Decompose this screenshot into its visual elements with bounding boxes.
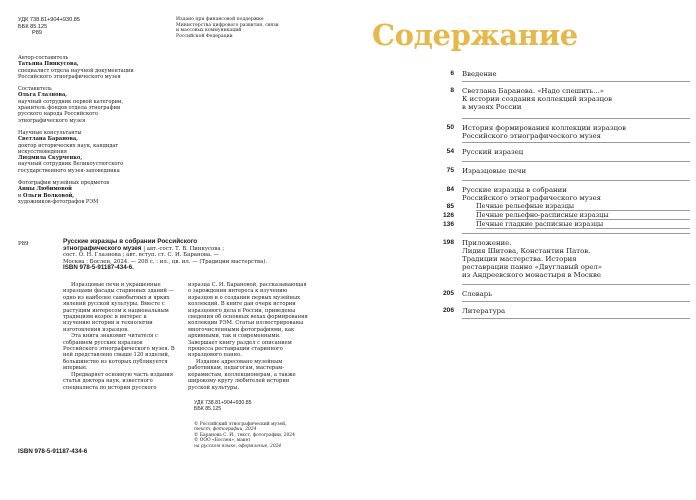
toc-entry-line: Русские изразцы в собрании xyxy=(462,185,567,194)
toc-entry-line: из Андреевского монастыря в Москве xyxy=(462,271,602,280)
credit-role: Научные консультанты xyxy=(18,129,82,136)
toc-entry-line: Словарь xyxy=(462,289,492,298)
card-code: Р89 xyxy=(18,241,29,247)
credit-name: Ольги Волковой, xyxy=(23,192,75,199)
udk-bottom: УДК 738.81+904+930.85 xyxy=(194,400,252,406)
copyright-block xyxy=(194,422,295,449)
publisher-note xyxy=(176,17,279,39)
credit-name: Ольга Глазнова, xyxy=(18,92,68,99)
toc-page-number[interactable]: 8 xyxy=(450,87,454,94)
toc-page-number[interactable]: 75 xyxy=(446,167,454,174)
toc-divider xyxy=(462,233,690,234)
bbk-top: ББК 85.125 xyxy=(18,23,48,30)
publisher-line: Российской Федерации xyxy=(176,33,233,39)
toc-page-number[interactable]: 50 xyxy=(446,124,454,131)
copyright-line: © ООО «Бослен», макет xyxy=(194,438,251,444)
toc-divider xyxy=(476,219,690,220)
toc-divider xyxy=(462,180,690,181)
toc-entry[interactable] xyxy=(462,307,690,315)
toc-entry-line: Лидия Шитова, Константин Патов. xyxy=(462,246,591,255)
card-line: сост. О. Н. Глазнова ; авт. вступ. ст. С. И. Баранова. — xyxy=(63,252,219,259)
credit-author xyxy=(18,55,178,80)
toc-entry-line: Литература xyxy=(462,306,506,315)
toc-entry-line: Введение xyxy=(462,69,497,78)
annotation-column-2 xyxy=(188,282,308,391)
toc-title: Содержание xyxy=(372,18,578,52)
credit-desc: искусствоведения xyxy=(18,148,67,155)
toc-entry[interactable] xyxy=(462,290,690,298)
toc-page-number[interactable]: 205 xyxy=(442,290,454,297)
isbn-bottom: ISBN 978-5-91187-434-6 xyxy=(18,448,88,455)
credit-desc: хранитель фондов отдела этнографии xyxy=(18,105,121,112)
toc-entry-line: Печные гладкие расписные изразцы xyxy=(476,219,604,228)
toc-page-number[interactable]: 84 xyxy=(446,186,454,193)
annotation-paragraph: Издание адресовано музейным работникам, педагогам, мастерам-керамистам, коллекционерам, а также широкому кругу любителей истории русской культуры. xyxy=(188,358,296,391)
toc-divider xyxy=(462,81,690,82)
publisher-line: и массовых коммуникаций xyxy=(176,28,242,34)
toc-divider xyxy=(476,228,690,229)
credit-name: Татьяна Пинкусова, xyxy=(18,61,79,68)
credit-name: Анны Любимовой xyxy=(18,186,72,193)
annotation-paragraph: Предваряет основную часть издания статья доктора наук, известного специалиста по истории русского xyxy=(63,371,174,391)
credit-role: Фотографии музейных предметов xyxy=(18,180,110,187)
toc-entry-line: реставрации панно «Двуглавый орел» xyxy=(462,263,602,272)
copyright-line: на русском языке, оформление, 2024 xyxy=(194,443,282,449)
toc-divider xyxy=(462,118,690,119)
toc-entry-line: Российского этнографического музея xyxy=(462,131,601,140)
toc-divider xyxy=(462,142,690,143)
toc-divider xyxy=(462,318,690,319)
toc-page-number[interactable]: 206 xyxy=(442,307,454,314)
toc-entry[interactable] xyxy=(462,148,690,156)
toc-entry-line: Российского этнографического музея xyxy=(462,193,601,202)
credit-desc: Российского этнографического музея xyxy=(18,73,121,80)
annotation-paragraph: Изразцовые печи и украшенные изразцами фасады старинных зданий — одно из наиболее самобытных и ярких явлений русской культуры. Вместе с растущим интересом к национальным традициям возрос и интерес к изучению истории и технологии изготовления изразцов. xyxy=(63,282,174,333)
toc-entry[interactable] xyxy=(462,167,690,175)
toc-divider xyxy=(462,301,690,302)
credit-conj: и xyxy=(18,192,22,199)
toc-entry-line: Изразцовые печи xyxy=(462,166,527,175)
toc-entry-line: Светлана Баранова. «Надо спешить...» xyxy=(462,86,605,95)
credit-desc: этнографического музея xyxy=(18,117,86,124)
toc-entry-line: История формирования коллекции изразцов xyxy=(462,123,627,132)
library-card xyxy=(63,239,303,272)
toc-divider xyxy=(476,210,690,211)
toc-page-number[interactable]: 54 xyxy=(446,148,454,155)
copyright-line: © Баранова С. И., текст, фотографии, 2024 xyxy=(194,432,295,438)
toc-entry[interactable] xyxy=(462,87,690,112)
bbk-bottom: ББК 85.125 xyxy=(194,406,222,413)
toc-page-number[interactable]: 136 xyxy=(442,221,454,228)
code-top: Р89 xyxy=(32,30,42,37)
credit-desc: художников-фотографов РЭМ xyxy=(18,198,99,205)
credit-desc: государственного музея-заповедника xyxy=(18,167,120,174)
copyright-line: © Российский этнографический музей, xyxy=(194,422,287,427)
card-isbn: ISBN 978-5-91187-434-6. xyxy=(63,264,134,272)
bottom-classification xyxy=(194,400,252,413)
credit-desc: специалист отдела научной документации xyxy=(18,67,134,74)
toc-divider xyxy=(462,284,690,285)
credit-name: Людмила Скурченко, xyxy=(18,155,83,162)
toc-entry-line: Печные рельефно-расписные изразцы xyxy=(476,210,609,219)
udk-top: УДК 738.81+904+930.85 xyxy=(18,17,80,23)
toc-page-number[interactable]: 126 xyxy=(442,212,454,219)
credit-desc: научный сотрудник первой категории, xyxy=(18,98,124,105)
copyright-line: текст, фотографии, 2024 xyxy=(194,427,257,433)
toc-divider xyxy=(462,161,690,162)
toc-entry-line: К истории создания коллекций изразцов xyxy=(462,94,613,103)
toc-entry[interactable] xyxy=(462,70,690,78)
credit-desc: русского народа Российского xyxy=(18,111,98,118)
credit-name: Светлана Баранова, xyxy=(18,136,78,143)
credit-photos xyxy=(18,180,178,205)
credit-desc: научный сотрудник Великоустюгского xyxy=(18,161,124,168)
publisher-line: Министерства цифрового развития, связи xyxy=(176,22,279,28)
annotation-paragraph: Эта книга знакомит читателя с собранием русских изразцов Российского этнографического музея. В ней представлено свыше 120 изделий, большинство из которых публикуется впервые. xyxy=(63,333,175,372)
toc-page-number[interactable]: 6 xyxy=(450,70,454,77)
toc-entry-line: Русский изразец xyxy=(462,147,524,156)
toc-page-number[interactable]: 85 xyxy=(446,203,454,210)
toc-entry[interactable] xyxy=(462,239,690,280)
annotation-paragraph: изразца С. И. Барановой, рассказывающая о зарождении интереса к изучению изразцов и о создании первых музейных коллекций. В книге дан очерк истории изразцового дела в России, приведены сведения об основных вехах формирования коллекции РЭМ. Статьи иллюстрированы многочисленными фотографиями, как архивными, так и современными. Завершает книгу раздел с описанием процесса реставрации старинного изразцового панно. xyxy=(188,282,308,359)
toc-entry-line: Традиции мастерства. История xyxy=(462,254,577,263)
toc-entry[interactable] xyxy=(462,124,690,140)
credit-role: Автор-составитель xyxy=(18,55,69,61)
card-title: этнографического музея xyxy=(63,244,142,252)
toc-page-number[interactable]: 198 xyxy=(442,239,454,246)
toc-entry-line: Приложение. xyxy=(462,238,512,247)
toc-entry-line: Печные рельефные изразцы xyxy=(476,201,575,210)
credit-role: Составитель xyxy=(18,86,52,93)
annotation-column-1 xyxy=(63,282,175,391)
credit-consultants xyxy=(18,130,178,174)
card-line: Москва : Бослен, 2024. — 208 с. : ил., цв. ил. — (Традиции мастерства). xyxy=(63,258,268,265)
top-classification xyxy=(18,17,80,37)
credit-desc: доктор исторических наук, кандидат xyxy=(18,142,119,149)
toc-entry-line: в музеях России xyxy=(462,102,522,111)
publisher-line: Издано при финансовой поддержке xyxy=(176,17,264,22)
card-title-rest: | авт.-сост. Т. В. Пинкусова ; xyxy=(141,245,225,252)
credits-block xyxy=(18,55,178,205)
toc-entry[interactable] xyxy=(462,186,690,202)
credit-compiler xyxy=(18,86,178,124)
card-title: Русские изразцы в собрании Российского xyxy=(63,238,198,245)
